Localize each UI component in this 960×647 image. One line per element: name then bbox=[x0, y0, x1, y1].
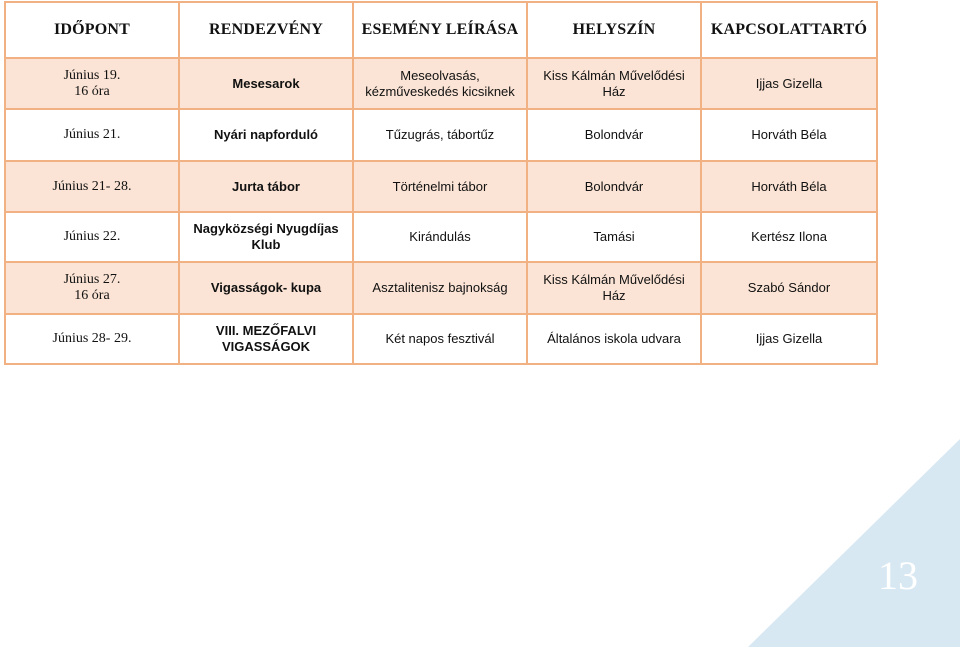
description-line: Tűzugrás, tábortűz bbox=[385, 127, 495, 142]
header-row bbox=[5, 2, 877, 58]
description-line: Kirándulás bbox=[409, 229, 471, 244]
date-cell bbox=[5, 212, 179, 262]
contact-cell: Ijjas Gizella bbox=[701, 58, 877, 109]
time-line: 16 óra bbox=[74, 83, 110, 99]
description-line: Két napos fesztivál bbox=[385, 331, 495, 346]
event-name: VIII. MEZŐFALVI bbox=[215, 323, 317, 338]
header-location: HELYSZÍN bbox=[527, 2, 701, 58]
event-cell bbox=[179, 58, 353, 109]
header-date: IDŐPONT bbox=[5, 2, 179, 58]
table-row bbox=[5, 212, 877, 262]
location-cell: Bolondvár bbox=[527, 109, 701, 161]
event-cell bbox=[179, 314, 353, 364]
date-cell bbox=[5, 314, 179, 364]
event-name: Nyári napforduló bbox=[213, 127, 318, 142]
date-line: Június 22. bbox=[63, 229, 121, 244]
event-cell bbox=[179, 212, 353, 262]
location-cell: Tamási bbox=[527, 212, 701, 262]
location-cell: Kiss Kálmán Művelődési Ház bbox=[527, 262, 701, 314]
description-cell bbox=[353, 109, 527, 161]
contact-cell: Ijjas Gizella bbox=[701, 314, 877, 364]
event-name: Mesesarok bbox=[232, 75, 300, 91]
event-name: VIGASSÁGOK bbox=[221, 339, 311, 354]
location-cell: Kiss Kálmán Művelődési Ház bbox=[527, 58, 701, 109]
event-cell bbox=[179, 161, 353, 212]
description-line: Asztalitenisz bajnokság bbox=[372, 280, 508, 295]
location-cell: Bolondvár bbox=[527, 161, 701, 212]
description-cell bbox=[353, 314, 527, 364]
page-corner-decoration bbox=[748, 439, 960, 647]
description-cell bbox=[353, 161, 527, 212]
date-line: Június 19. bbox=[63, 67, 121, 83]
contact-cell: Kertész Ilona bbox=[701, 212, 877, 262]
event-name: Jurta tábor bbox=[232, 178, 300, 194]
date-cell bbox=[5, 161, 179, 212]
date-line: Június 21- 28. bbox=[52, 178, 132, 194]
table-row bbox=[5, 58, 877, 109]
time-line: 16 óra bbox=[74, 288, 110, 303]
description-cell bbox=[353, 262, 527, 314]
date-cell bbox=[5, 58, 179, 109]
event-cell bbox=[179, 262, 353, 314]
contact-cell: Szabó Sándor bbox=[701, 262, 877, 314]
description-line: Meseolvasás, bbox=[400, 67, 480, 83]
events-table-container bbox=[4, 1, 878, 365]
description-line: kézműveskedés kicsiknek bbox=[365, 83, 515, 99]
event-name: Nagyközségi Nyugdíjas Klub bbox=[193, 221, 339, 252]
table-row bbox=[5, 262, 877, 314]
table-row bbox=[5, 161, 877, 212]
description-line: Történelmi tábor bbox=[392, 178, 488, 194]
date-cell bbox=[5, 262, 179, 314]
header-event: RENDEZVÉNY bbox=[179, 2, 353, 58]
contact-cell: Horváth Béla bbox=[701, 109, 877, 161]
events-table bbox=[4, 1, 878, 365]
event-cell bbox=[179, 109, 353, 161]
page-number: 13 bbox=[878, 553, 918, 598]
header-description: ESEMÉNY LEÍRÁSA bbox=[353, 2, 527, 58]
table-row bbox=[5, 314, 877, 364]
description-cell bbox=[353, 212, 527, 262]
date-line: Június 28- 29. bbox=[52, 331, 132, 346]
event-name: Vigasságok- kupa bbox=[210, 280, 322, 295]
location-cell: Általános iskola udvara bbox=[527, 314, 701, 364]
contact-cell: Horváth Béla bbox=[701, 161, 877, 212]
date-cell bbox=[5, 109, 179, 161]
description-cell bbox=[353, 58, 527, 109]
date-line: Június 27. bbox=[63, 272, 121, 287]
table-row bbox=[5, 109, 877, 161]
date-line: Június 21. bbox=[63, 127, 121, 142]
header-contact: KAPCSOLATTARTÓ bbox=[701, 2, 877, 58]
